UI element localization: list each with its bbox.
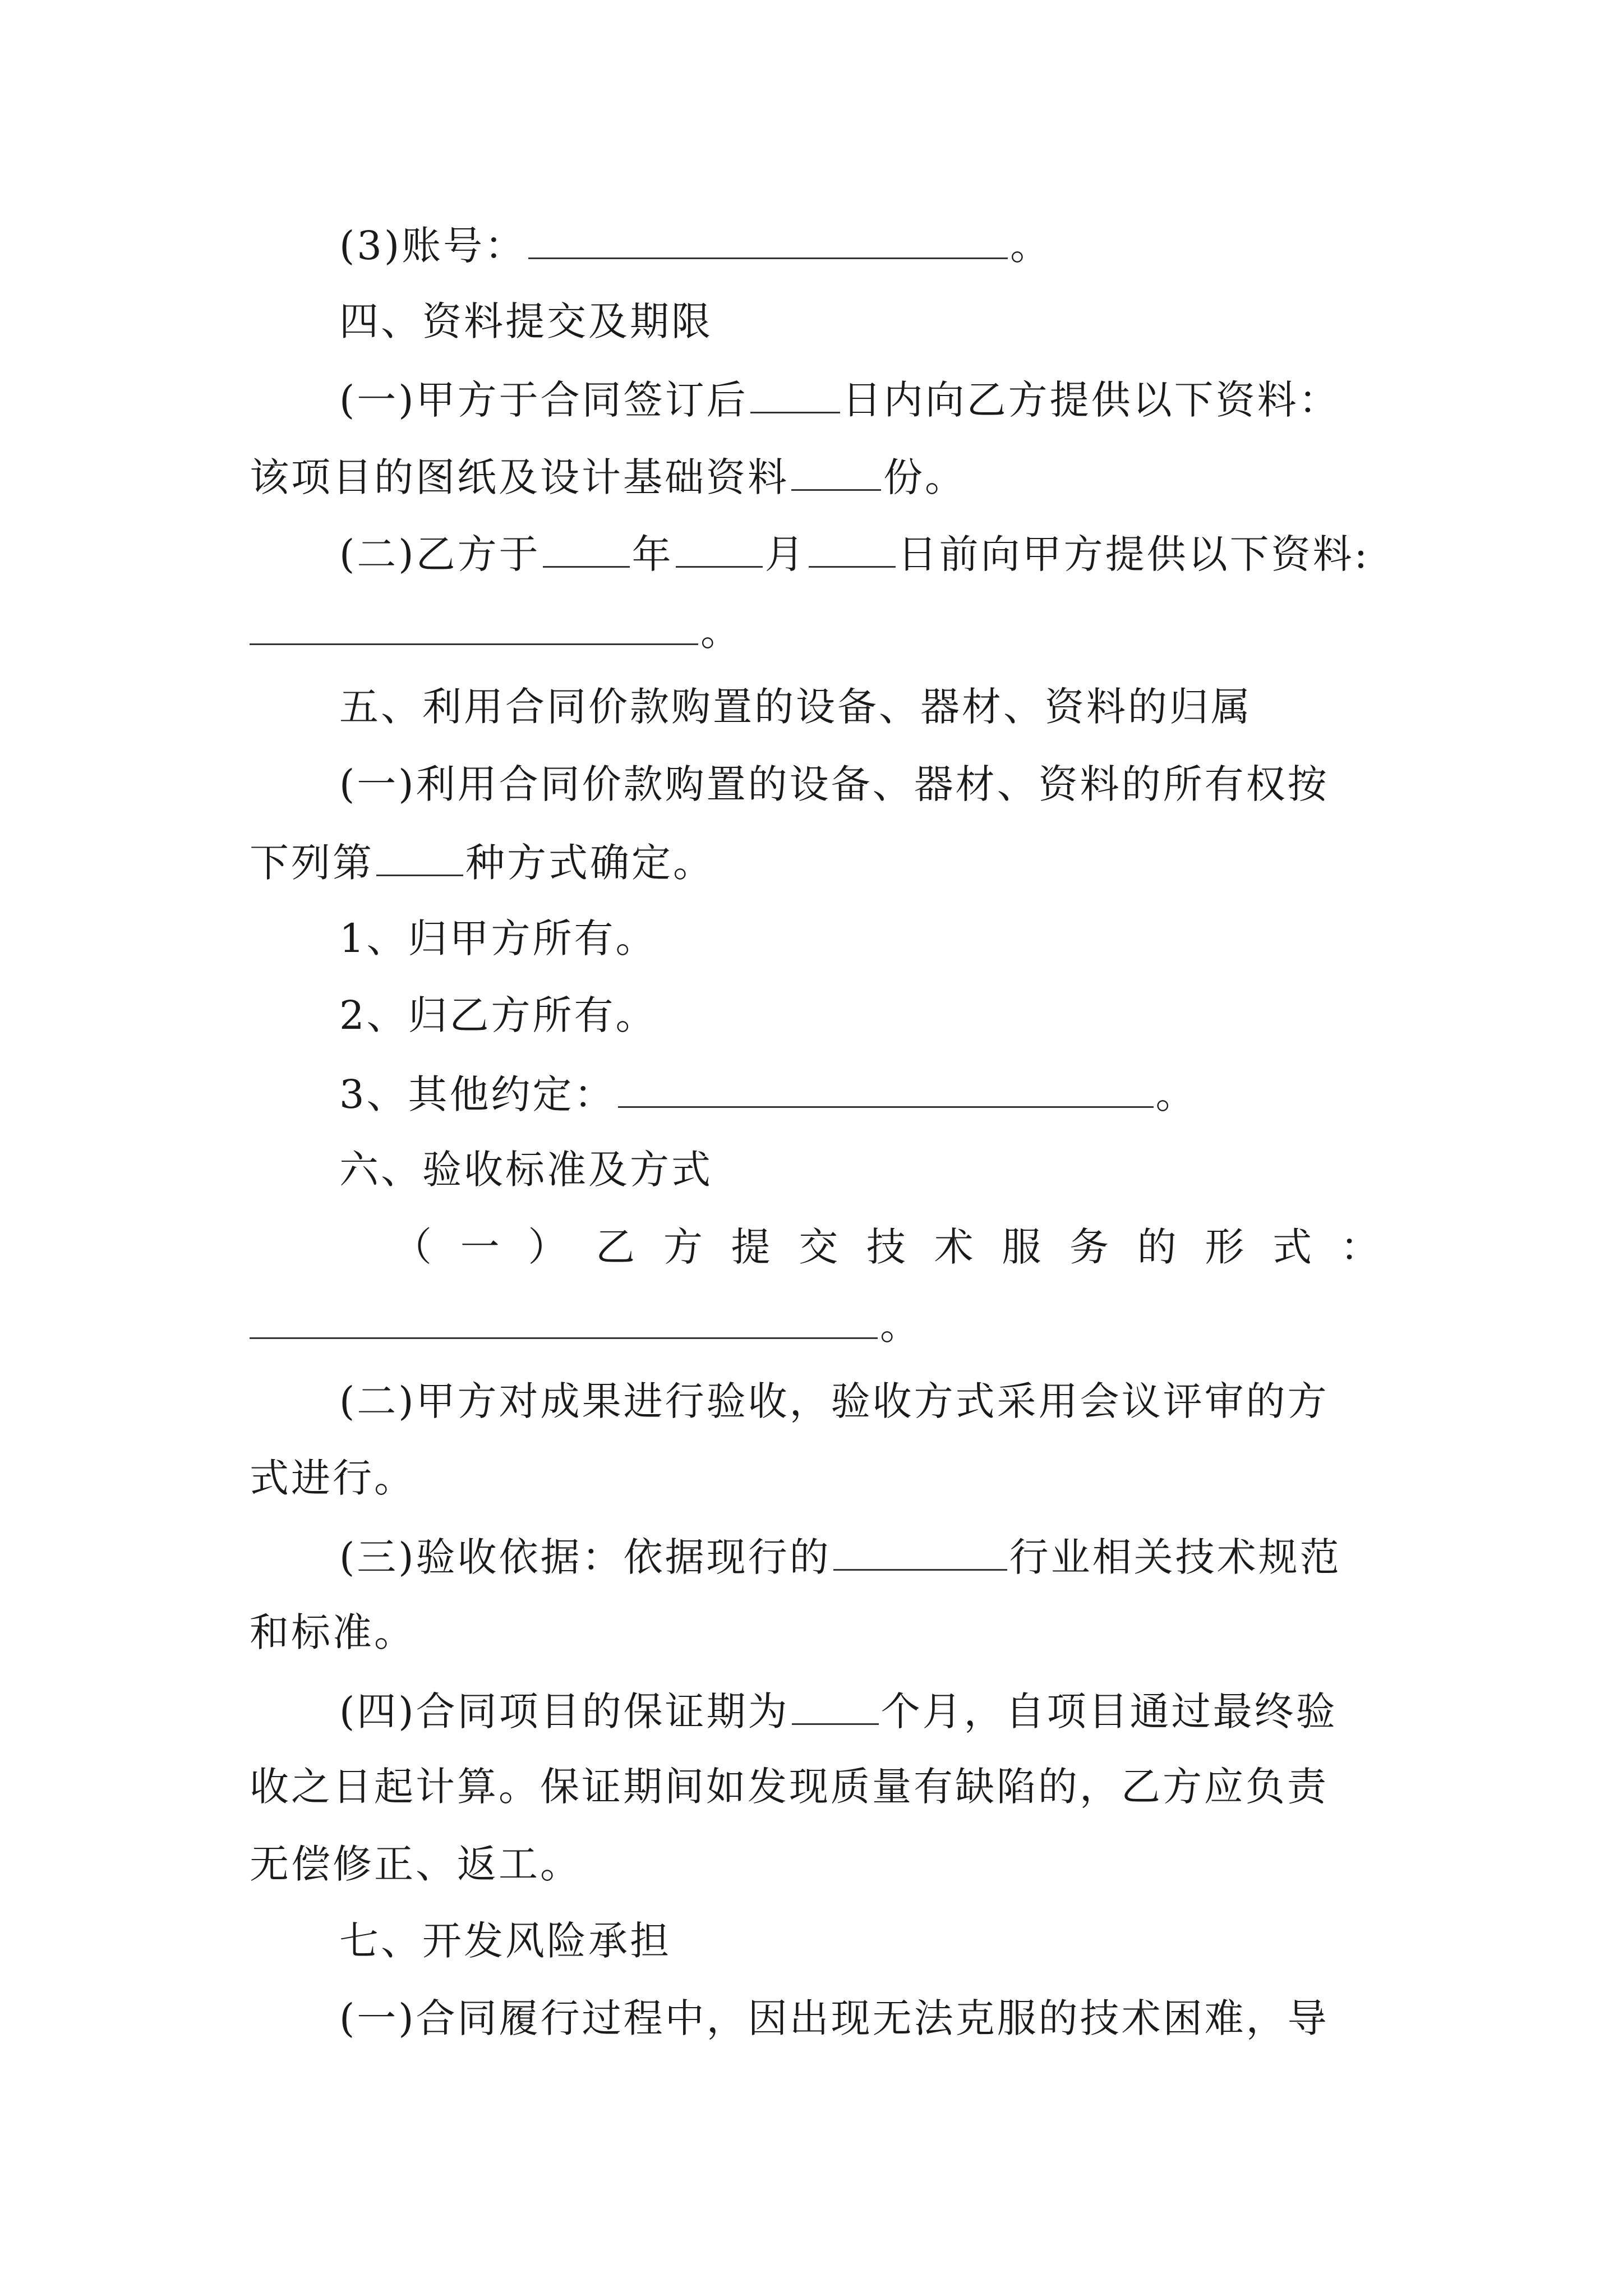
text-segment: 下列第: [250, 840, 374, 886]
text-segment: 行业相关技术规范: [1009, 1534, 1341, 1580]
text-segment: (二)乙方于: [339, 531, 541, 577]
text-segment: 份。: [883, 454, 966, 500]
char: 服: [1002, 1224, 1041, 1270]
copies-blank[interactable]: [791, 442, 881, 491]
text-segment: 日前向甲方提供以下资料:: [897, 531, 1370, 577]
section-7-heading: 七、开发风险承担: [339, 1918, 671, 1964]
days-blank[interactable]: [750, 365, 840, 413]
account-blank[interactable]: [528, 210, 1008, 259]
char: ：: [1340, 1224, 1380, 1270]
char: （: [393, 1224, 432, 1270]
char: 术: [934, 1224, 974, 1270]
para-6-4-line-3: 无偿修正、返工。: [250, 1841, 582, 1887]
day-blank[interactable]: [809, 519, 896, 568]
para-4-2-line-2: [250, 596, 742, 664]
char: ）: [528, 1224, 568, 1270]
char: 提: [731, 1224, 771, 1270]
para-4-2-line-1: [339, 519, 1370, 586]
text-segment: 日内向乙方提供以下资料：: [842, 377, 1340, 423]
materials-blank[interactable]: [250, 596, 698, 645]
para-6-4-line-1: [339, 1676, 1338, 1743]
text-segment: 种方式确定。: [465, 840, 714, 886]
month-blank[interactable]: [676, 519, 763, 568]
para-6-3-line-2: 和标准。: [250, 1609, 416, 1655]
text-segment: (一)甲方于合同签订后: [339, 377, 748, 423]
option-1: 1、归甲方所有。: [339, 915, 657, 961]
char: 一: [460, 1224, 500, 1270]
char: 乙: [596, 1224, 635, 1270]
text-segment: 3、其他约定：: [339, 1071, 616, 1117]
period: 。: [880, 1303, 921, 1349]
year-blank[interactable]: [543, 519, 630, 568]
option-2: 2、归乙方所有。: [339, 992, 657, 1038]
warranty-months-blank[interactable]: [792, 1676, 879, 1725]
para-4-1-line-2: [250, 442, 966, 509]
para-6-2-line-1: (二)甲方对成果进行验收，验收方式采用会议评审的方: [339, 1378, 1329, 1424]
para-6-1-line-2: [250, 1290, 921, 1358]
char: 方: [663, 1224, 703, 1270]
section-5-heading: 五、利用合同价款购置的设备、器材、资料的归属: [339, 684, 1252, 730]
char: 技: [866, 1224, 906, 1270]
char: 交: [799, 1224, 838, 1270]
text-segment: 个月，自项目通过最终验: [880, 1688, 1338, 1734]
char: 务: [1069, 1224, 1109, 1270]
section-4-heading: 四、资料提交及期限: [339, 298, 713, 344]
period: 。: [700, 609, 742, 655]
text-segment: (三)验收依据：依据现行的: [339, 1534, 831, 1580]
para-6-4-line-2: 收之日起计算。保证期间如发现质量有缺陷的，乙方应负责: [250, 1764, 1329, 1810]
period: 。: [1010, 223, 1052, 269]
text-segment: (四)合同项目的保证期为: [339, 1688, 790, 1734]
char: 的: [1137, 1224, 1177, 1270]
para-5-1-line-1: (一)利用合同价款购置的设备、器材、资料的所有权按: [339, 761, 1329, 807]
service-form-blank[interactable]: [250, 1290, 878, 1339]
method-blank[interactable]: [376, 827, 463, 876]
para-5-1-line-2: [250, 827, 714, 895]
para-4-1-line-1: [339, 365, 1340, 432]
industry-blank[interactable]: [833, 1522, 1007, 1571]
char: 式: [1272, 1224, 1312, 1270]
period: 。: [1155, 1071, 1197, 1117]
para-6-1-line-1: [393, 1213, 1380, 1281]
para-6-2-line-2: 式进行。: [250, 1455, 416, 1501]
text-segment: 该项目的图纸及设计基础资料: [250, 454, 789, 500]
section-6-heading: 六、验收标准及方式: [339, 1147, 713, 1193]
para-7-1-line-1: (一)合同履行过程中，因出现无法克服的技术困难，导: [339, 1995, 1329, 2041]
text-segment: 年: [631, 531, 674, 577]
para-6-3-line-1: [339, 1522, 1341, 1589]
account-line: [339, 210, 1052, 278]
char: 形: [1205, 1224, 1244, 1270]
option-3: [339, 1059, 1197, 1126]
text-segment: 月: [764, 531, 806, 577]
other-agreement-blank[interactable]: [618, 1059, 1154, 1108]
account-label: (3)账号：: [339, 223, 527, 269]
